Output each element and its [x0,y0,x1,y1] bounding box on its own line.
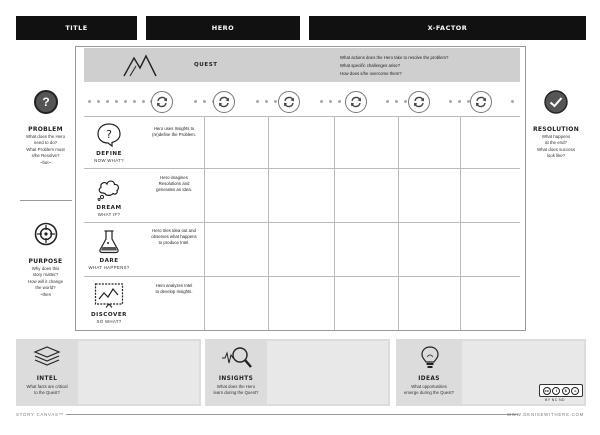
row-sub-dare: WHAT HAPPENS? [88,265,130,270]
purpose-line-3: How will it change [27,279,64,284]
row-label-dare: DARE [99,258,119,264]
chart-board-icon [94,282,124,308]
target-icon [34,222,58,246]
row-sub-define: NOW WHAT? [94,158,124,163]
row-note-discover-1: Hero analyzes Intel [155,283,193,288]
question-icon [34,90,58,114]
timeline-dot [97,100,100,103]
problem-line-4: s/he Resolve? [31,153,60,158]
timeline-dot [511,100,514,103]
footer-line [66,414,518,415]
nc-badge-icon: $ [562,387,570,395]
hero-header-label: HERO [211,24,235,32]
timeline-dot [133,100,136,103]
check-icon [544,90,568,114]
cycle-arrows-icon [278,91,300,113]
row-note-dare-3: to produce Intel. [158,240,190,245]
row-note-dare-2: observes what happens [151,234,197,239]
timeline-dot [265,100,268,103]
title-header-label: TITLE [65,24,88,32]
timeline-dot [115,100,118,103]
left-column [16,46,76,331]
timeline-dot [329,100,332,103]
cycle-arrows-icon [151,91,173,113]
grid-col-4 [398,116,399,330]
resolution-line-2: at the end? [545,140,567,145]
hero-header [146,16,300,40]
lightbulb-icon [420,345,440,371]
cloud-icon [96,175,122,201]
timeline-dot [256,100,259,103]
insights-title: INSIGHTS [218,376,254,382]
purpose-line-2: story matter? [32,272,59,277]
insights-line-2: learn during the Quest? [213,390,259,395]
resolution-line-3: What does success [536,147,576,152]
grid-line-1 [84,168,520,169]
quest-question-1: What actions does the Hero take to resolve the problem? [340,55,449,60]
magnifier-icon [221,345,253,369]
problem-line-3: What Problem must [26,147,65,152]
nd-badge-icon: = [571,387,579,395]
intel-title: INTEL [36,376,58,382]
timeline-dot [320,100,323,103]
left-divider [20,200,72,201]
title-header [16,16,137,40]
row-sub-discover: SO WHAT? [96,319,122,324]
cc-license-text: BY NC ND [545,398,565,402]
quest-question-3: How does s/he overcome them? [340,71,402,76]
timeline-dot [395,100,398,103]
grid-col-5 [460,116,461,330]
resolution-line-1: What happens [541,134,571,139]
problem-title: PROBLEM [28,126,63,133]
row-label-dream: DREAM [96,205,122,211]
timeline-dot [386,100,389,103]
cycle-arrows-icon [213,91,235,113]
timeline-dot [106,100,109,103]
grid-col-1 [204,116,205,330]
cycle-arrows-icon [470,91,492,113]
timeline-dot [404,100,407,103]
by-badge-icon: i [552,387,560,395]
flask-icon [96,228,122,254]
problem-line-5: ~but~ [39,160,52,165]
right-column [525,46,586,331]
timeline-dot [449,100,452,103]
grid-col-2 [268,116,269,330]
timeline-dot [124,100,127,103]
quest-title: QUEST [194,62,218,68]
row-note-dream-3: generates an Idea. [156,187,192,192]
purpose-title: PURPOSE [28,258,63,265]
quest-question-2: What specific challenges arise? [340,63,401,68]
ideas-title: IDEAS [418,376,440,382]
insights-box [205,339,390,406]
cycle-arrows-icon [408,91,430,113]
stack-icon [33,345,61,369]
purpose-line-1: Why does this [31,266,60,271]
timeline-dot [194,100,197,103]
cycle-arrows-icon [345,91,367,113]
footer-website-link[interactable]: WWW.DENISEWITHERS.COM [507,412,584,417]
intel-box [16,339,201,406]
row-note-dare-1: Hero tries Idea out and [152,228,196,233]
problem-line-1: What does the Hero [25,134,66,139]
row-note-discover-2: to develop Insights. [155,289,193,294]
mountain-icon [122,52,158,78]
ideas-line-1: What opportunities [411,384,447,389]
grid-line-3 [84,276,520,277]
timeline-dot [338,100,341,103]
ideas-line-2: emerge during the Quest? [404,390,454,395]
purpose-line-5: ~then [39,292,52,297]
svg-text:?: ? [106,128,112,141]
insights-writing-area [267,341,388,404]
grid-line-2 [84,222,520,223]
grid-col-3 [334,116,335,330]
cc-badge-icon: cc [544,388,549,393]
intel-writing-area [78,341,199,404]
problem-line-2: need to do? [33,140,58,145]
timeline-dot [88,100,91,103]
row-note-dream-2: Resolutions and [158,181,190,186]
row-note-define-2: (re)define the Problem. [152,132,196,137]
row-note-define-1: Hero uses Insights to [153,126,195,131]
xfactor-header-label: X-FACTOR [427,24,468,32]
timeline-dot [458,100,461,103]
xfactor-header [309,16,586,40]
intel-line-2: to the Quest? [34,390,60,395]
row-label-define: DEFINE [96,151,122,157]
footer-brand: STORY CANVAS™ [16,412,64,417]
insights-line-1: What does the Hero [216,384,256,389]
row-sub-dream: WHAT IF? [97,212,121,217]
timeline-dot [203,100,206,103]
intel-line-1: What facts are critical [26,384,68,389]
question-bubble-icon [96,122,122,148]
row-note-dream-1: Hero imagines [160,175,188,180]
purpose-line-4: the world? [35,285,56,290]
grid-line-top [84,116,520,117]
resolution-line-4: look like? [546,153,566,158]
question-glyph: ? [42,95,50,109]
cc-license-badge[interactable] [539,384,583,397]
timeline-dot [142,100,145,103]
row-label-discover: DISCOVER [91,312,127,318]
resolution-title: RESOLUTION [532,126,580,133]
timeline-dot [274,100,277,103]
